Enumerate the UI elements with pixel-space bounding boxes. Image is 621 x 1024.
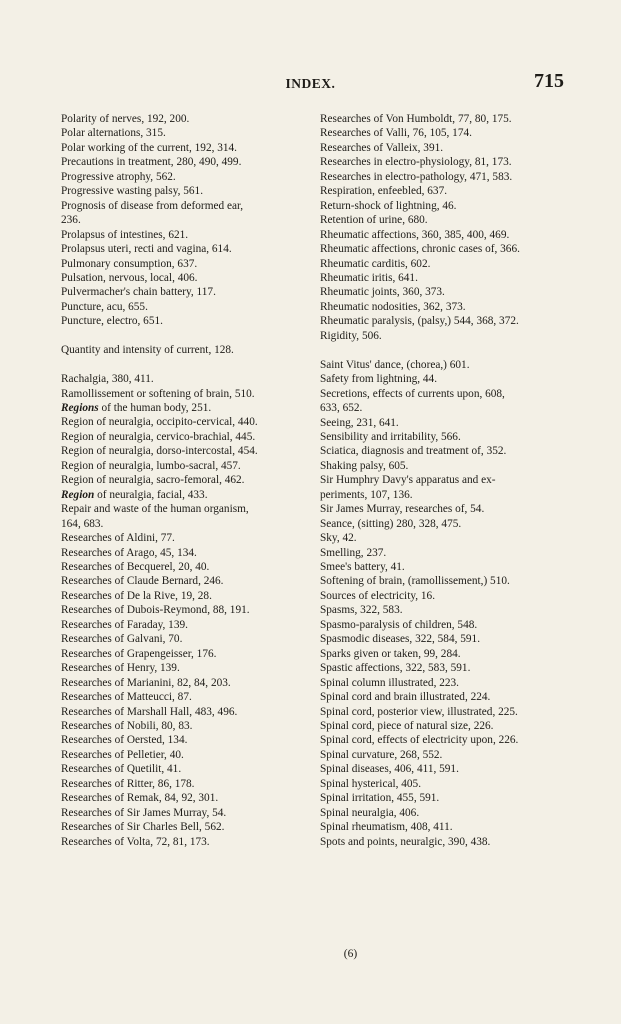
index-entry: Softening of brain, (ramollissement,) 510. (320, 575, 510, 588)
index-entry: Regions of the human body, 251. (61, 402, 212, 415)
index-entry: Shaking palsy, 605. (320, 459, 409, 472)
index-entry: Spasms, 322, 583. (320, 604, 403, 617)
index-entry: Researches of Von Humboldt, 77, 80, 175. (320, 113, 512, 125)
index-entry: 236. (61, 214, 81, 227)
index-entry: Pulsation, nervous, local, 406. (61, 271, 198, 284)
index-entry: Region of neuralgia, dorso-intercostal, 454. (61, 445, 258, 458)
index-entry: Researches of Quetilit, 41. (61, 763, 182, 776)
index-entry: Spasmo-paralysis of children, 548. (320, 618, 478, 631)
index-entry: Seeing, 231, 641. (320, 416, 399, 429)
index-entry: Rheumatic paralysis, (palsy,) 544, 368, 372. (320, 315, 519, 328)
index-entry: Spasmodic diseases, 322, 584, 591. (320, 633, 481, 646)
index-entry: Rachalgia, 380, 411. (61, 373, 154, 386)
index-entry: Polar working of the current, 192, 314. (61, 141, 238, 154)
index-entry: periments, 107, 136. (320, 488, 413, 501)
page-number: 715 (534, 70, 564, 92)
index-entry: Spinal cord, effects of electricity upon, 226. (320, 734, 519, 747)
index-entry: Researches of Volta, 72, 81, 173. (61, 835, 210, 848)
index-entry: Ramollissement or softening of brain, 510. (61, 387, 255, 400)
index-entry: Rheumatic affections, 360, 385, 400, 469. (320, 228, 510, 241)
index-entry: Prolapsus of intestines, 621. (61, 228, 189, 241)
index-entry: Researches of Henry, 139. (61, 662, 180, 675)
right-index-column (320, 112, 570, 849)
index-entry: Prolapsus uteri, recti and vagina, 614. (61, 243, 232, 256)
index-entry: Puncture, electro, 651. (61, 315, 163, 328)
index-entry: Rheumatic affections, chronic cases of, 366. (320, 243, 520, 256)
index-entry: Spinal cord and brain illustrated, 224. (320, 691, 491, 704)
index-entry: Researches of Arago, 45, 134. (61, 546, 197, 559)
index-entry: Precautions in treatment, 280, 490, 499. (61, 156, 242, 169)
index-entry: Sir Humphry Davy's apparatus and ex- (320, 474, 496, 487)
index-entry: Region of neuralgia, lumbo-sacral, 457. (61, 459, 241, 472)
index-entry: Smee's battery, 41. (320, 561, 405, 574)
index-entry: Researches of Marshall Hall, 483, 496. (61, 705, 238, 718)
index-entry: Respiration, enfeebled, 637. (320, 185, 448, 198)
index-entry: Sensibility and irritability, 566. (320, 430, 461, 443)
section-gap (320, 343, 570, 357)
index-entry: Researches of Remak, 84, 92, 301. (61, 792, 219, 805)
index-entry: Rheumatic carditis, 602. (320, 257, 431, 270)
index-entry: Researches of Grapengeisser, 176. (61, 647, 217, 660)
index-entry: Spinal rheumatism, 408, 411. (320, 821, 453, 834)
index-entry: Rigidity, 506. (320, 329, 382, 342)
index-entry: Return-shock of lightning, 46. (320, 199, 457, 212)
index-entry: Sky, 42. (320, 532, 357, 545)
index-entry: Researches of Oersted, 134. (61, 734, 188, 747)
index-entry: Spinal irritation, 455, 591. (320, 792, 440, 805)
index-entry: Researches of Sir Charles Bell, 562. (61, 821, 225, 834)
index-entry: Region of neuralgia, facial, 433. (61, 488, 208, 501)
index-entry: Researches of Claude Bernard, 246. (61, 575, 224, 588)
index-entry: Region of neuralgia, occipito-cervical, 440. (61, 416, 258, 429)
index-entry: Spinal hysterical, 405. (320, 777, 422, 790)
index-entry: Spinal curvature, 268, 552. (320, 748, 443, 761)
index-entry: Researches of Becquerel, 20, 40. (61, 561, 210, 574)
index-entry: Researches in electro-physiology, 81, 173. (320, 156, 512, 169)
index-entry: Sources of electricity, 16. (320, 589, 436, 602)
index-entry: Researches of Marianini, 82, 84, 203. (61, 676, 231, 689)
page-header (0, 70, 621, 94)
index-entry: Researches of Valli, 76, 105, 174. (320, 127, 472, 140)
index-entry: Researches of Nobili, 80, 83. (61, 720, 193, 732)
index-entry: Region of neuralgia, cervico-brachial, 445. (61, 430, 256, 443)
index-entry: Spots and points, neuralgic, 390, 438. (320, 835, 491, 848)
index-entry: Pulmonary consumption, 637. (61, 257, 198, 270)
index-entry: Spinal cord, piece of natural size, 226. (320, 720, 494, 733)
index-entry: Rheumatic nodosities, 362, 373. (320, 300, 466, 313)
running-title: INDEX. (285, 76, 336, 91)
index-entry: Progressive wasting palsy, 561. (61, 185, 204, 198)
index-entry: Region of neuralgia, sacro-femoral, 462. (61, 474, 245, 487)
index-entry: Researches of De la Rive, 19, 28. (61, 589, 212, 602)
section-gap (61, 358, 311, 372)
index-entry: Researches of Aldini, 77. (61, 532, 175, 545)
index-entry: Researches of Matteucci, 87. (61, 691, 192, 704)
index-entry: Secretions, effects of currents upon, 608, (320, 387, 505, 400)
index-entry: Sciatica, diagnosis and treatment of, 352. (320, 445, 507, 458)
index-entry: Seance, (sitting) 280, 328, 475. (320, 517, 462, 530)
index-entry: Researches of Valleix, 391. (320, 141, 444, 154)
index-entry: Rheumatic iritis, 641. (320, 271, 418, 284)
signature-mark: (6) (343, 948, 358, 960)
index-entry: Progressive atrophy, 562. (61, 170, 176, 183)
index-entry: Researches in electro-pathology, 471, 583. (320, 170, 513, 183)
index-entry: Researches of Dubois-Reymond, 88, 191. (61, 604, 250, 617)
index-entry: Researches of Faraday, 139. (61, 618, 188, 631)
index-entry: Sir James Murray, researches of, 54. (320, 503, 485, 516)
index-entry: Smelling, 237. (320, 546, 387, 559)
index-entry: Sparks given or taken, 99, 284. (320, 647, 461, 660)
index-entry: Spinal cord, posterior view, illustrated, 225. (320, 705, 518, 718)
index-entry: Retention of urine, 680. (320, 214, 428, 227)
index-entry: Polar alternations, 315. (61, 127, 166, 140)
index-entry: Spinal diseases, 406, 411, 591. (320, 763, 459, 776)
index-entry: Prognosis of disease from deformed ear, (61, 199, 244, 212)
index-entry: Polarity of nerves, 192, 200. (61, 113, 190, 125)
index-entry: 633, 652. (320, 402, 363, 415)
index-entry: Safety from lightning, 44. (320, 373, 438, 386)
index-entry: Rheumatic joints, 360, 373. (320, 286, 445, 299)
index-entry: Researches of Ritter, 86, 178. (61, 777, 195, 790)
left-index-column (61, 112, 311, 849)
section-gap (61, 329, 311, 343)
index-entry: Repair and waste of the human organism, (61, 503, 249, 516)
index-entry: 164, 683. (61, 517, 104, 530)
index-entry: Saint Vitus' dance, (chorea,) 601. (320, 358, 470, 371)
index-entry: Spinal column illustrated, 223. (320, 676, 459, 689)
index-entry: Researches of Pelletier, 40. (61, 748, 184, 761)
index-entry: Spinal neuralgia, 406. (320, 806, 420, 819)
index-entry: Researches of Galvani, 70. (61, 633, 183, 646)
index-entry: Spastic affections, 322, 583, 591. (320, 662, 471, 675)
index-entry: Quantity and intensity of current, 128. (61, 344, 234, 357)
index-entry: Researches of Sir James Murray, 54. (61, 806, 227, 819)
index-entry: Pulvermacher's chain battery, 117. (61, 286, 216, 299)
index-entry: Puncture, acu, 655. (61, 300, 148, 313)
